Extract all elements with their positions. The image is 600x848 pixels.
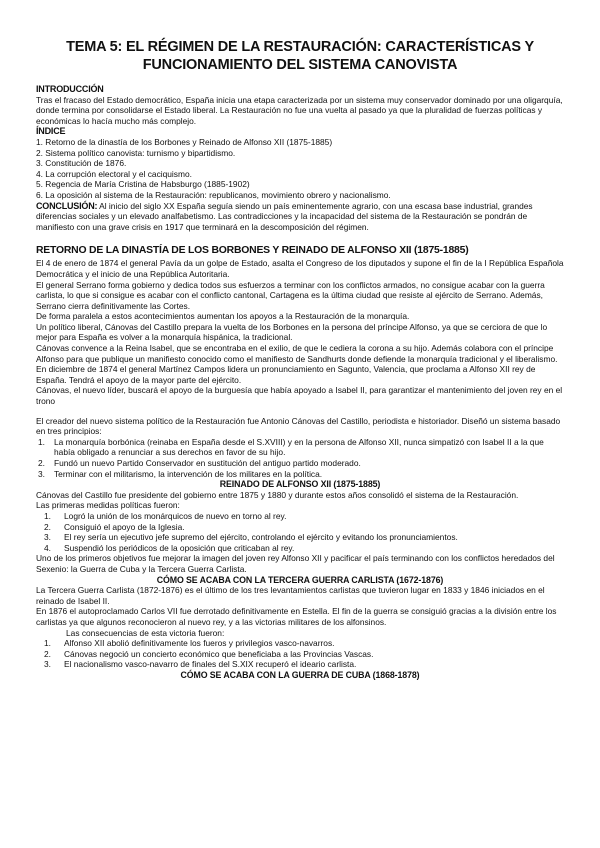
list-text: Cánovas negoció un concierto económico que beneficiaba a las Provincias Vascas. xyxy=(64,648,374,659)
measures-intro: Las primeras medidas políticas fueron: xyxy=(36,500,180,511)
list-text: Alfonso XII abolió definitivamente los fueros y privilegios vasco-navarros. xyxy=(64,638,335,649)
title-line-1: TEMA 5: EL RÉGIMEN DE LA RESTAURACIÓN: CARACTERÍSTICAS Y xyxy=(66,39,534,55)
consequences-intro: Las consecuencias de esta victoria fueron: xyxy=(66,627,225,638)
paragraph: De forma paralela a estos acontecimientos aumentan los apoyos a la Restauración de la monarquía. xyxy=(36,311,410,322)
list-text: Terminar con el militarismo, la intervención de los militares en la política. xyxy=(54,468,323,479)
index-item: 6. La oposición al sistema de la Restauración: republicanos, movimiento obrero y nacionalismo. xyxy=(36,189,391,200)
list-item xyxy=(36,638,564,649)
list-item xyxy=(36,543,564,554)
list-text: Suspendió los periódicos de la oposición que criticaban al rey. xyxy=(64,542,295,553)
list-item xyxy=(36,458,564,469)
list-number: 2. xyxy=(44,648,51,659)
paragraph: Cánovas del Castillo fue presidente del gobierno entre 1875 y 1880 y durante estos años consolidó el sistema de la Restauración. xyxy=(36,489,519,500)
paragraph: La Tercera Guerra Carlista (1872-1876) es el último de los tres levantamientos carlistas que tuvieron lugar en 1833 y 1846 iniciados en el reinado de Isabel II. xyxy=(36,585,545,606)
paragraph: En 1876 el autoproclamado Carlos VII fue derrotado definitivamente en Estella. El fin de la guerra se consiguió gracias a la división entre los carlistas ya que algunos reconocieron al nuevo rey, y a las victorias militares de los alfonsinos. xyxy=(36,606,557,627)
index-item: 1. Retorno de la dinastía de los Borbones y Reinado de Alfonso XII (1875-1885) xyxy=(36,136,333,147)
index-item: 5. Regencia de María Cristina de Habsburgo (1885-1902) xyxy=(36,179,250,190)
list-text: La monarquía borbónica (reinaba en España desde el S.XVIII) y en la persona de Alfonso XII, nunca simpatizó con Isabel II a la que había obligado a renunciar a sus derechos en favor de su hijo. xyxy=(54,436,544,458)
list-item xyxy=(36,469,564,480)
list-text: Fundó un nuevo Partido Conservador en sustitución del antiguo partido moderado. xyxy=(54,458,361,468)
list-number: 1. xyxy=(38,436,45,447)
measures-list xyxy=(36,511,564,553)
title-line-2: FUNCIONAMIENTO DEL SISTEMA CANOVISTA xyxy=(142,57,458,73)
consequences-list xyxy=(36,638,564,670)
list-number: 3. xyxy=(44,532,51,543)
index-list xyxy=(36,137,564,201)
conclusion-paragraph xyxy=(36,201,564,233)
paragraph: Uno de los primeros objetivos fue mejorar la imagen del joven rey Alfonso XII y pacificar el país terminando con los conflictos heredados del Sexenio: la Guerra de Cuba y la Tercera Guerra Carlista. xyxy=(36,553,555,574)
conclusion-text: Al inicio del siglo XX España seguía siendo un país eminentemente agrario, con una escasa base industrial, grandes diferencias sociales y un elevado analfabetismo. Las contradicciones y la incapacidad del sistema de la Restauración se pondrán de manifiesto con una grave crisis en 1917 que terminará en la descomposición del régimen. xyxy=(36,200,533,232)
list-number: 2. xyxy=(44,521,51,532)
subheading-reign: REINADO DE ALFONSO XII (1875-1885) xyxy=(219,479,381,490)
principles-list xyxy=(36,437,564,479)
paragraph: Un político liberal, Cánovas del Castillo prepara la vuelta de los Borbones en la persona del príncipe Alfonso, ya que se cerciora de que lo mejor para España es volver a la monarquía hispánica, la tradicional. xyxy=(36,321,548,343)
intro-text: Tras el fracaso del Estado democrático, España inicia una etapa caracterizada por un sistema muy conservador dominado por una oligarquía, donde termina por consolidarse el Estado liberal. La Restauración no fue una vuelta al pasado ya que la pluralidad de fuerzas políticas y económicas lo hacía mucho más complejo. xyxy=(36,94,563,126)
paragraph: Cánovas convence a la Reina Isabel, que se encontraba en el exilio, de que le cediera la corona a su hijo. Además colabora con el príncipe Alfonso para que publique un manifiesto conocido como el manifiesto de Sandhurts donde defiende la monarquía tradicional y el liberalismo. xyxy=(36,343,558,364)
list-number: 3. xyxy=(44,659,51,670)
index-item: 2. Sistema político canovista: turnismo y bipartidismo. xyxy=(36,147,236,158)
paragraph: El 4 de enero de 1874 el general Pavía da un golpe de Estado, asalta el Congreso de los diputados y supone el fin de la I República Española Democrática y el inicio de una República Autoritaria. xyxy=(36,258,564,279)
list-text: El nacionalismo vasco-navarro de finales del S.XIX recuperó el ideario carlista. xyxy=(64,659,357,670)
list-number: 3. xyxy=(38,468,45,479)
subheading-cuba-war: CÓMO SE ACABA CON LA GUERRA DE CUBA (1868-1878) xyxy=(180,669,420,680)
paragraph: Cánovas, el nuevo líder, buscará el apoyo de la burguesía que había apoyado a Isabel II, para garantizar el mantenimiento del joven rey en el trono xyxy=(36,385,563,407)
list-number: 1. xyxy=(44,510,51,521)
list-number: 2. xyxy=(38,458,45,468)
section-heading-restoration: RETORNO DE LA DINASTÍA DE LOS BORBONES Y REINADO DE ALFONSO XII (1875-1885) xyxy=(36,245,469,257)
list-item xyxy=(36,649,564,660)
spacer xyxy=(36,407,564,416)
document-title xyxy=(36,38,564,74)
list-item xyxy=(36,659,564,670)
list-item xyxy=(36,437,564,458)
list-item xyxy=(36,511,564,522)
list-text: Consiguió el apoyo de la Iglesia. xyxy=(64,521,185,532)
index-label: ÍNDICE xyxy=(36,126,66,137)
subheading-carlist-war: CÓMO SE ACABA CON LA TERCERA GUERRA CARLISTA (1672-1876) xyxy=(156,574,444,585)
list-item xyxy=(36,532,564,543)
list-number: 4. xyxy=(44,542,51,553)
intro-label: INTRODUCCIÓN xyxy=(36,84,104,94)
creator-intro: El creador del nuevo sistema político de la Restauración fue Antonio Cánovas del Castillo, periodista e historiador. Diseñó un sistema basado en tres principios: xyxy=(36,415,561,437)
list-text: Logró la unión de los monárquicos de nuevo en torno al rey. xyxy=(64,510,287,521)
index-item: 3. Constitución de 1876. xyxy=(36,158,127,169)
list-item xyxy=(36,522,564,533)
paragraph: En diciembre de 1874 el general Martínez Campos lidera un pronunciamiento en Sagunto, Valencia, que proclama a Alfonso XII rey de España. Tendrá el apoyo de la mayor parte del ejército. xyxy=(36,364,536,385)
list-text: El rey sería un ejecutivo jefe supremo del ejército, controlando el ejército y evitando los pronunciamientos. xyxy=(64,532,458,543)
paragraph: El general Serrano forma gobierno y dedica todos sus esfuerzos a terminar con los conflictos armados, no consigue acabar con la guerra carlista, lo que si consigue es acabar con el conflicto cantonal, Cartagena es la última ciudad que resiste al ejército de Serrano. Además, Serrano cierra definitivamente las Cortes. xyxy=(36,279,545,311)
list-number: 1. xyxy=(44,638,51,649)
index-item: 4. La corrupción electoral y el caciquismo. xyxy=(36,168,192,179)
conclusion-label: CONCLUSIÓN: xyxy=(36,200,98,211)
